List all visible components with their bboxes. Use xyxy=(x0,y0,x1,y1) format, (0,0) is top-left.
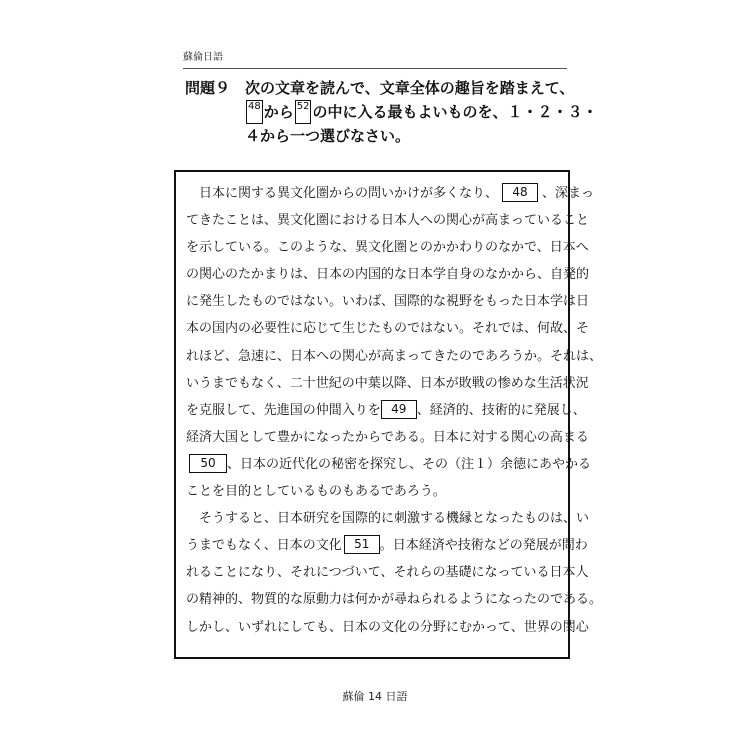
header-rule xyxy=(183,68,567,69)
question-text-3: ４から一つ選びなさい。 xyxy=(245,127,411,145)
question-range-text: から xyxy=(263,103,294,121)
passage-line: いうまでもなく、二十世紀の中葉以降、日本が敗戦の惨めな生活状況 xyxy=(186,375,589,391)
page-header: 蘇倫日語 xyxy=(183,52,223,63)
question-text-1: 次の文章を読んで、文章全体の趣旨を踏まえて、 xyxy=(245,79,575,97)
question-prompt xyxy=(185,76,598,148)
page-footer: 蘇倫 14 日語 xyxy=(342,690,408,703)
range-start-box: 48 xyxy=(246,100,263,124)
passage-line: てきたことは、異文化圏における日本人への関心が高まっていること xyxy=(186,213,590,229)
question-text-2: の中に入る最もよいものを、１・２・３・ xyxy=(312,103,598,121)
passage-line xyxy=(186,451,592,478)
question-number: 問題９ xyxy=(185,79,231,97)
passage-text-segment: 、日本の近代化の秘密を探究し、その（注１）余徳にあやかる xyxy=(227,456,592,472)
passage-text-segment: 日本に関する異文化圏からの問いかけが多くなり、 xyxy=(199,186,499,201)
passage-line xyxy=(186,180,595,207)
passage-line: を示している。このような、異文化圏とのかかわりのなかで、日本へ xyxy=(186,240,589,256)
question-line-2 xyxy=(185,100,598,124)
range-end-box: 52 xyxy=(295,100,312,124)
blank-49: 49 xyxy=(381,400,417,419)
passage-line xyxy=(186,505,590,532)
passage-line: の関心のたかまりは、日本の内国的な日本学自身のなかから、自発的 xyxy=(186,267,590,283)
passage-line: の精神的、物質的な原動力は何かが尋ねられるようになったのである。 xyxy=(186,592,603,608)
passage-text-segment: 。日本経済や技術などの発展が問わ xyxy=(379,538,588,554)
passage-text-segment: そうすると、日本研究を国際的に刺激する機縁となったものは、い xyxy=(199,511,590,527)
question-line-1 xyxy=(185,76,575,100)
passage-line: ことを目的としているものもあるであろう。 xyxy=(186,484,446,500)
passage-text xyxy=(186,180,603,641)
question-line-3 xyxy=(185,124,575,148)
passage-line: に発生したものではない。いわば、国際的な視野をもった日本学は日 xyxy=(186,294,590,310)
passage-line: れほど、急速に、日本への関心が高まってきたのであろうか。それは、 xyxy=(186,348,603,364)
blank-51: 51 xyxy=(344,535,380,554)
passage-line: 経済大国として豊かになったからである。日本に対する関心の高まる xyxy=(186,429,589,445)
passage-box xyxy=(174,170,603,659)
passage-line: 本の国内の必要性に応じて生じたものではない。それでは、何故、そ xyxy=(186,321,590,337)
blank-48: 48 xyxy=(502,183,538,202)
passage-text-segment: 、深まっ xyxy=(542,186,595,201)
passage-line xyxy=(186,532,588,559)
passage-text-segment: 、経済的、技術的に発展し、 xyxy=(416,402,586,418)
passage-line: しかし、いずれにしても、日本の文化の分野にむかって、世界の関心 xyxy=(186,619,589,635)
passage-line: れることになり、それにつづいて、それらの基礎になっている日本人 xyxy=(186,565,589,581)
passage-text-segment: を克服して、先進国の仲間入りを xyxy=(186,402,381,418)
passage-line xyxy=(186,397,586,424)
passage-text-segment: うまでもなく、日本の文化 xyxy=(186,538,342,554)
blank-50: 50 xyxy=(189,454,227,473)
